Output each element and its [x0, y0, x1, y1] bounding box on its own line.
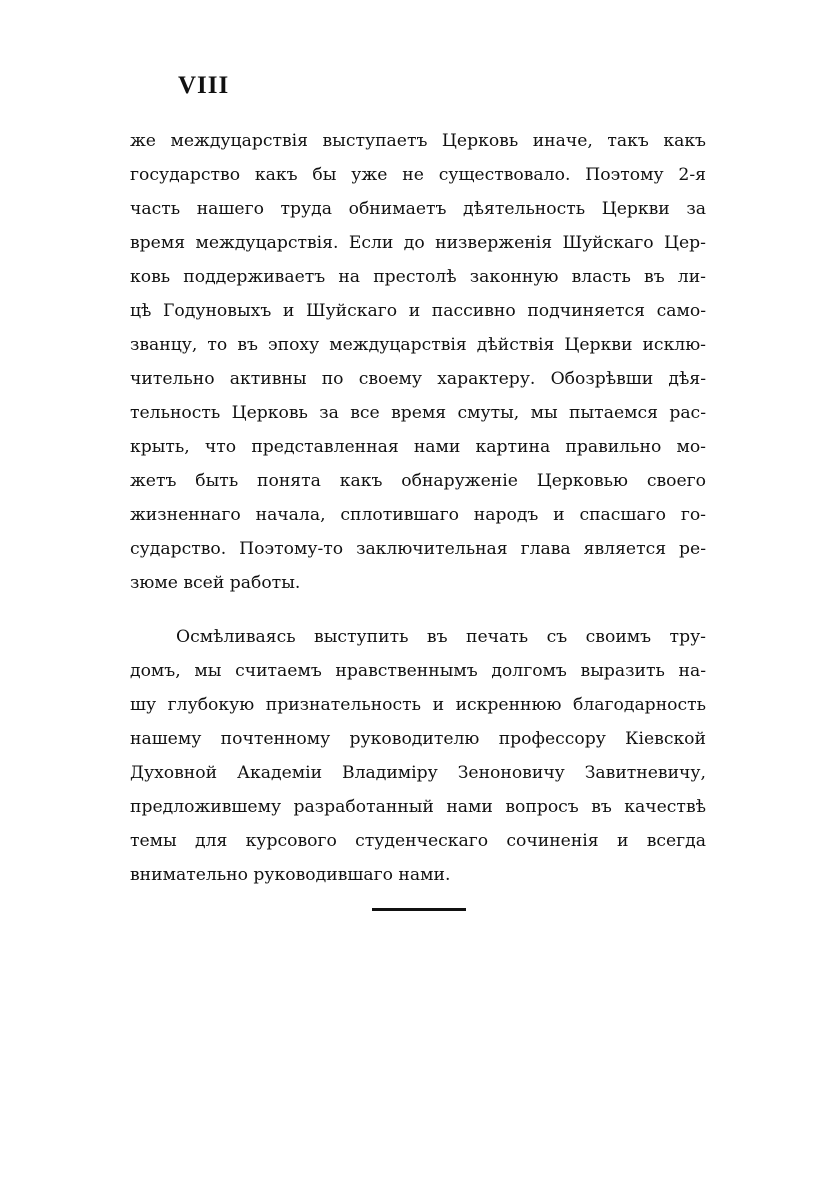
- text-line: цѣ Годуновыхъ и Шуйскаго и пассивно подчиняется само-: [130, 301, 706, 321]
- text-line: жизненнаго начала, сплотившаго народъ и спасшаго го-: [130, 505, 706, 525]
- text-line: темы для курсового студенческаго сочиненія и всегда: [130, 831, 706, 851]
- text-line: сударство. Поэтому-то заключительная глава является ре-: [130, 539, 706, 559]
- text-line: Осмѣливаясь выступить въ печать съ своимъ тру-: [176, 627, 706, 647]
- text-line: внимательно руководившаго нами.: [130, 865, 451, 885]
- text-line: часть нашего труда обнимаетъ дѣятельность Церкви за: [130, 199, 706, 219]
- text-line: ковь поддерживаетъ на престолѣ законную власть въ ли-: [130, 267, 706, 287]
- text-line: зюме всей работы.: [130, 573, 301, 593]
- text-line: званцу, то въ эпоху междуцарствія дѣйствія Церкви исклю-: [130, 335, 706, 355]
- text-line: Духовной Академіи Владиміру Зеноновичу Завитневичу,: [130, 763, 706, 783]
- text-line: государство какъ бы уже не существовало. Поэтому 2-я: [130, 165, 706, 185]
- text-line: жетъ быть понята какъ обнаруженіе Церковью своего: [130, 471, 706, 491]
- text-line: крыть, что представленная нами картина правильно мо-: [130, 437, 706, 457]
- body-text: [130, 124, 706, 892]
- text-line: тельность Церковь за все время смуты, мы пытаемся рас-: [130, 403, 706, 423]
- text-line: чительно активны по своему характеру. Обозрѣвши дѣя-: [130, 369, 706, 389]
- text-line: шу глубокую признательность и искреннюю благодарность: [130, 695, 706, 715]
- paragraph-2: [130, 620, 706, 892]
- paragraph-1: [130, 124, 706, 600]
- text-line: нашему почтенному руководителю профессору Кіевской: [130, 729, 706, 749]
- page-number: VIII: [178, 72, 230, 99]
- text-line: же междуцарствія выступаетъ Церковь иначе, такъ какъ: [130, 131, 706, 151]
- text-line: предложившему разработанный нами вопросъ въ качествѣ: [130, 797, 706, 817]
- closing-rule: [372, 908, 466, 911]
- text-line: время междуцарствія. Если до низверженія Шуйскаго Цер-: [130, 233, 706, 253]
- text-line: домъ, мы считаемъ нравственнымъ долгомъ выразить на-: [130, 661, 706, 681]
